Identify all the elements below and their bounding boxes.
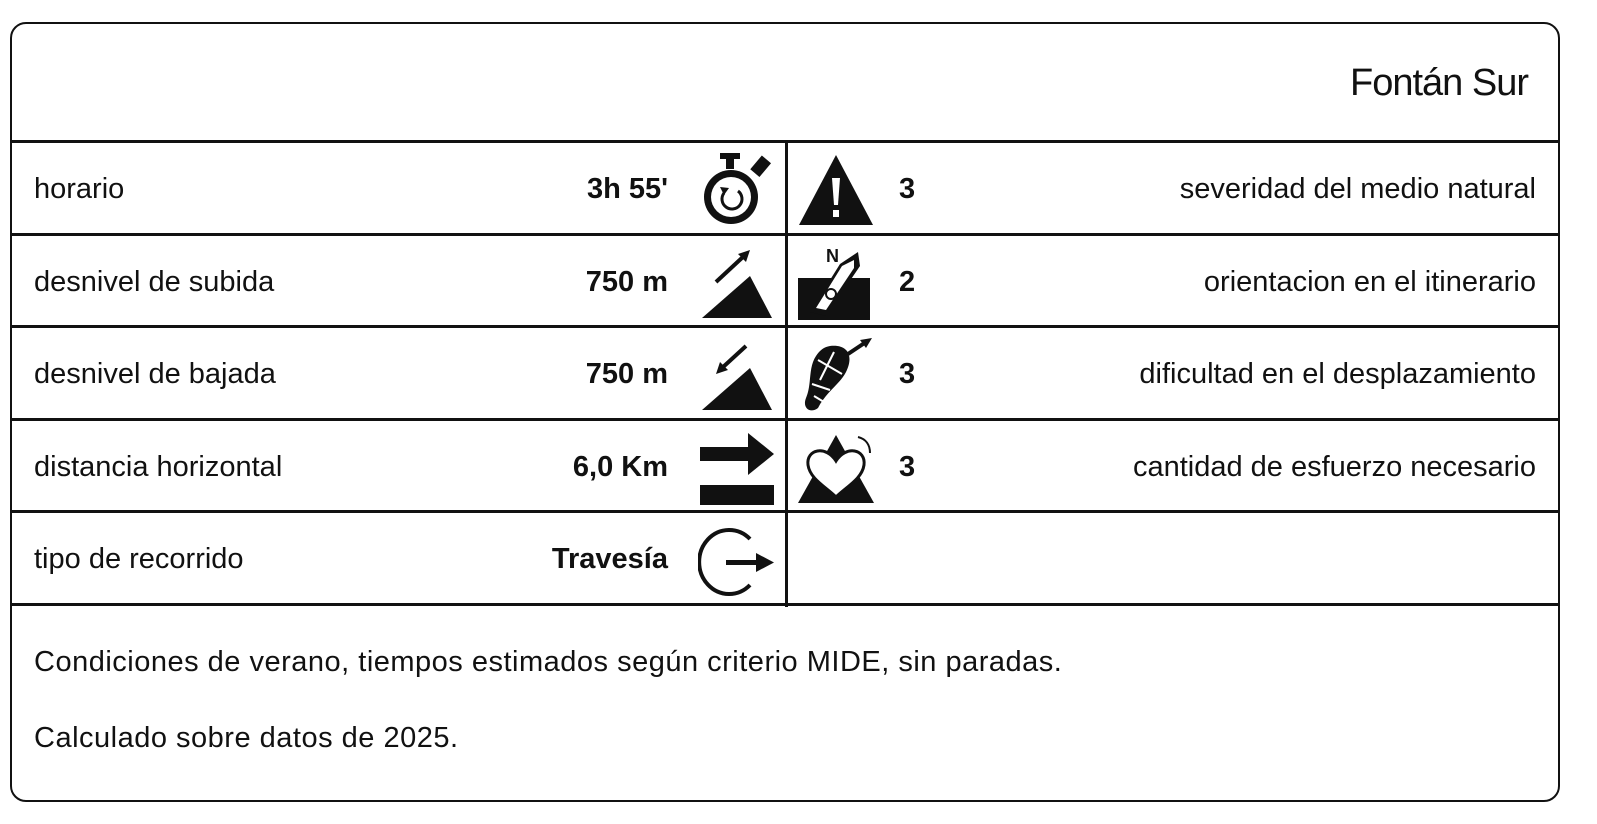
ascent-icon: [698, 246, 776, 320]
svg-text:N: N: [826, 246, 839, 266]
row-right-label: cantidad de esfuerzo necesario: [1132, 451, 1536, 483]
row-score: 3: [899, 451, 916, 483]
row-value: Travesía: [551, 543, 668, 575]
row-desnivel-bajada: [12, 328, 1558, 420]
row-tipo-recorrido: [12, 513, 1558, 605]
row-right-label: orientacion en el itinerario: [1203, 266, 1536, 298]
calculation-note: Calculado sobre datos de 2025.: [34, 722, 459, 754]
row-horario: [12, 143, 1558, 235]
conditions-note: Condiciones de verano, tiempos estimados según criterio MIDE, sin paradas.: [34, 646, 1063, 678]
row-score: 3: [899, 358, 916, 390]
warning-triangle-icon: [796, 153, 876, 227]
footprint-icon: [796, 338, 876, 412]
row-score: 2: [899, 266, 916, 298]
row-label: desnivel de bajada: [34, 358, 276, 390]
heart-effort-icon: [796, 431, 876, 505]
distance-arrow-icon: [698, 431, 776, 505]
row-label: desnivel de subida: [34, 266, 275, 298]
row-value: 3h 55': [586, 173, 668, 205]
row-label: tipo de recorrido: [34, 543, 244, 575]
row-score: 3: [899, 173, 916, 205]
row-value: 750 m: [585, 266, 668, 298]
route-title: Fontán Sur: [1350, 62, 1528, 104]
row-label: distancia horizontal: [34, 451, 283, 483]
row-right-label: dificultad en el desplazamiento: [1139, 358, 1536, 390]
row-label: horario: [34, 173, 125, 205]
mide-card: [10, 22, 1560, 802]
compass-orientation-icon: [796, 246, 876, 320]
row-value: 750 m: [585, 358, 668, 390]
route-type-icon: [698, 523, 776, 597]
stopwatch-icon: [698, 153, 776, 227]
row-value: 6,0 Km: [572, 451, 668, 483]
row-desnivel-subida: [12, 236, 1558, 328]
row-right-label: severidad del medio natural: [1179, 173, 1536, 205]
descent-icon: [698, 338, 776, 412]
row-distancia: [12, 421, 1558, 513]
